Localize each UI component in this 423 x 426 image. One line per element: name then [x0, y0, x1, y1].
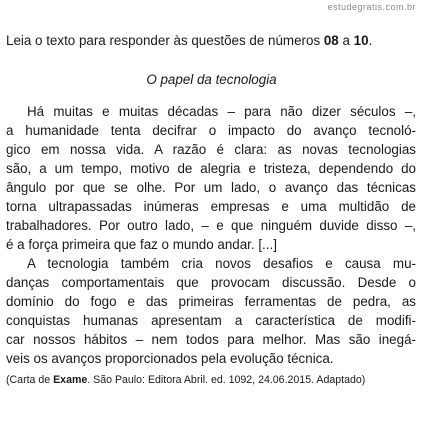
text-title: O papel da tecnologia — [146, 72, 277, 87]
source-open: (Carta de — [6, 374, 54, 386]
text-line: torna ultrapassadas inúmeras empresas e uma multidão de — [6, 199, 416, 214]
source-magazine: Exame — [53, 374, 88, 386]
source-rest: . São Paulo: Editora Abril. ed. 1092, 24.06.2015. Adaptado) — [87, 374, 366, 386]
text-line: trabalhadores. Por outro lado, – e que ninguém duvide disso –, — [6, 218, 416, 233]
watermark: estudegratis.com.br — [327, 2, 416, 12]
text-line: a humanidade tenta decifrar o impacto do avanço tecnoló- — [6, 123, 416, 138]
source-citation — [6, 373, 416, 387]
text-line: conquistas humanas apresentam a característica de modifi- — [6, 313, 416, 328]
text-line: veis os avanços proporcionados pela evolução técnica. — [6, 351, 334, 366]
text-line: A tecnologia também cria novos desafios e causa mu- — [27, 256, 416, 271]
instruction-text — [6, 33, 416, 49]
text-line: Há muitas e muitas décadas – para não dizer séculos –, — [27, 104, 416, 119]
instruction-middle: a — [338, 33, 354, 48]
text-body — [6, 102, 416, 368]
question-to: 10 — [353, 33, 369, 48]
instruction-prefix: Leia o texto para responder às questões de números — [6, 33, 324, 48]
instruction-suffix: . — [368, 33, 373, 48]
text-line: danças comportamentais que provocam discussão. Desde o — [6, 275, 416, 290]
text-line: ângulo por que se olhe. Por um lado, o avanço das técnicas — [6, 180, 416, 195]
text-line: gico em nossa vida. A razão é clara: as novas tecnologias — [6, 142, 416, 157]
text-line: são, a um tempo, motivo de alegria e tristeza, dependendo do — [6, 161, 416, 176]
question-from: 08 — [323, 33, 339, 48]
paragraph-2 — [6, 254, 416, 368]
text-line: é a força primeira que faz o mundo andar. [...] — [6, 237, 277, 252]
text-line: car nossos hábitos – nem todos para melhor. Mas são inegá- — [6, 332, 416, 347]
paragraph-1 — [6, 102, 416, 254]
text-line: domínio do fogo e das primeiras ferramentas de pedra, as — [6, 294, 416, 309]
